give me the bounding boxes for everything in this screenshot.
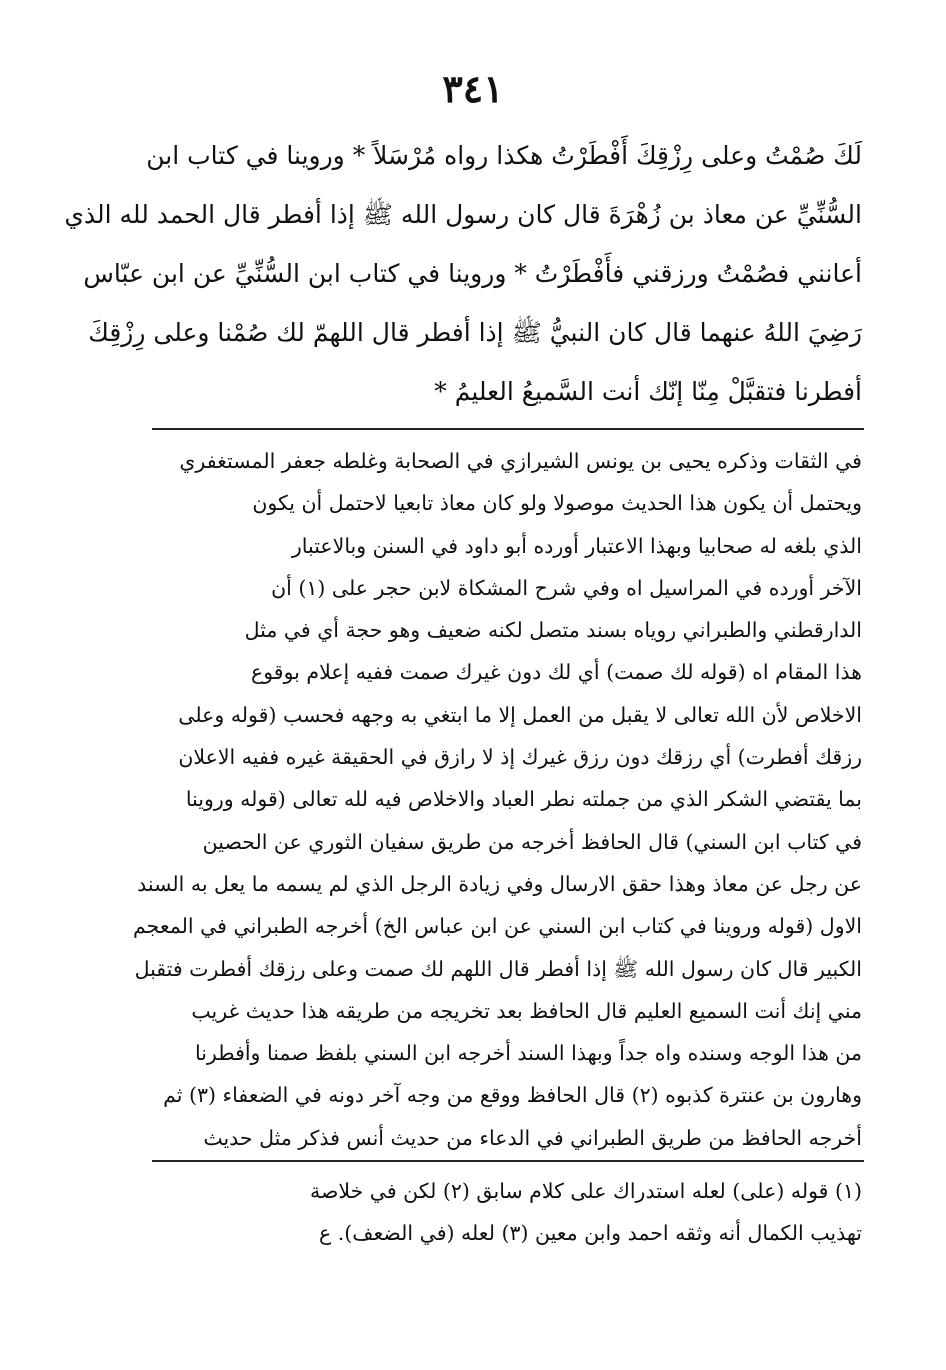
commentary-line: الآخر أورده في المراسيل اه وفي شرح المشكاة لابن حجر على (١) أن <box>271 575 862 600</box>
page-number: ٣٤١ <box>442 66 504 111</box>
main-text-line: أعانني فصُمْتُ ورزقني فأَفْطَرْتُ * وروينا في كتاب ابن السُّنِّيِّ عن ابن عبّاس <box>83 259 862 288</box>
commentary-line: بما يقتضي الشكر الذي من جملته نطر العباد والاخلاص فيه لله تعالى (قوله وروينا <box>185 787 862 812</box>
commentary-line: الكبير قال كان رسول الله ﷺ إذا أفطر قال اللهم لك صمت وعلى رزقك أفطرت فتقبل <box>134 956 862 981</box>
commentary-line: في كتاب ابن السني) قال الحافظ أخرجه من طريق سفيان الثوري عن الحصين <box>202 829 862 854</box>
commentary-line: في الثقات وذكره يحيى بن يونس الشيرازي في الصحابة وغلطه جعفر المستغفري <box>179 449 862 473</box>
commentary-line: مني إنك أنت السميع العليم قال الحافظ بعد تخريجه من طريقه هذا حديث غريب <box>191 998 862 1023</box>
commentary-line: ويحتمل أن يكون هذا الحديث موصولا ولو كان معاذ تابعيا لاحتمل أن يكون <box>252 491 862 516</box>
footnote-line: تهذيب الكمال أنه وثقه احمد وابن معين (٣) لعله (في الضعف). ع <box>319 1221 862 1245</box>
commentary-line: عن رجل عن معاذ وهذا حقق الارسال وفي زيادة الرجل الذي لم يسمه ما يعل به السند <box>137 871 862 896</box>
footnotes <box>150 1170 862 1254</box>
commentary-line: الاول (قوله وروينا في كتاب ابن السني عن ابن عباس الخ) أخرجه الطبراني في المعجم <box>133 914 862 939</box>
commentary-line: الدارقطني والطبراني روياه بسند متصل لكنه ضعيف وهو حجة أي في مثل <box>244 618 862 643</box>
main-text-line: أفطرنا فتقبَّلْ مِنّا إنّك أنت السَّميعُ العليمُ * <box>434 377 862 406</box>
commentary-line: من هذا الوجه وسنده واه جداً وبهذا السند أخرجه ابن السني بلفظ صمنا وأفطرنا <box>194 1041 862 1066</box>
commentary-line: الذي بلغه له صحابيا وبهذا الاعتبار أورده أبو داود في السنن وبالاعتبار <box>291 533 862 558</box>
commentary-divider <box>152 428 864 430</box>
commentary-line: الاخلاص لأن الله تعالى لا يقبل من العمل إلا ما ابتغي به وجهه فحسب (قوله وعلى <box>178 702 862 727</box>
commentary-line: أخرجه الحافظ من طريق الطبراني في الدعاء من حديث أنس فذكر مثل حديث <box>203 1125 862 1150</box>
commentary-line: وهارون بن عنترة كذبوه (٢) قال الحافظ ووقع من وجه آخر دونه في الضعفاء (٣) ثم <box>163 1083 862 1108</box>
main-text-line: لَكَ صُمْتُ وعلى رِزْقِكَ أَفْطَرْتُ هكذا رواه مُرْسَلاً * وروينا في كتاب ابن <box>146 141 862 170</box>
commentary-line: هذا المقام اه (قوله لك صمت) أي لك دون غيرك صمت ففيه إعلام بوقوع <box>250 660 862 685</box>
main-text-line: السُّنِّيِّ عن معاذ بن زُهْرَةَ قال كان رسول الله ﷺ إذا أفطر قال الحمد لله الذي <box>64 200 862 229</box>
commentary-line: رزقك أفطرت) أي رزقك دون رزق غيرك إذ لا رازق في الحقيقة غيره ففيه الاعلان <box>178 745 862 770</box>
footnote-line: (١) قوله (على) لعله استدراك على كلام سابق (٢) لكن في خلاصة <box>309 1179 862 1203</box>
main-text-line: رَضِيَ اللهُ عنهما قال كان النبيُّ ﷺ إذا أفطر قال اللهمّ لك صُمْنا وعلى رِزْقِكَ <box>88 318 862 347</box>
footnote-divider <box>152 1160 864 1162</box>
commentary <box>133 440 862 1159</box>
main-text <box>64 126 862 421</box>
